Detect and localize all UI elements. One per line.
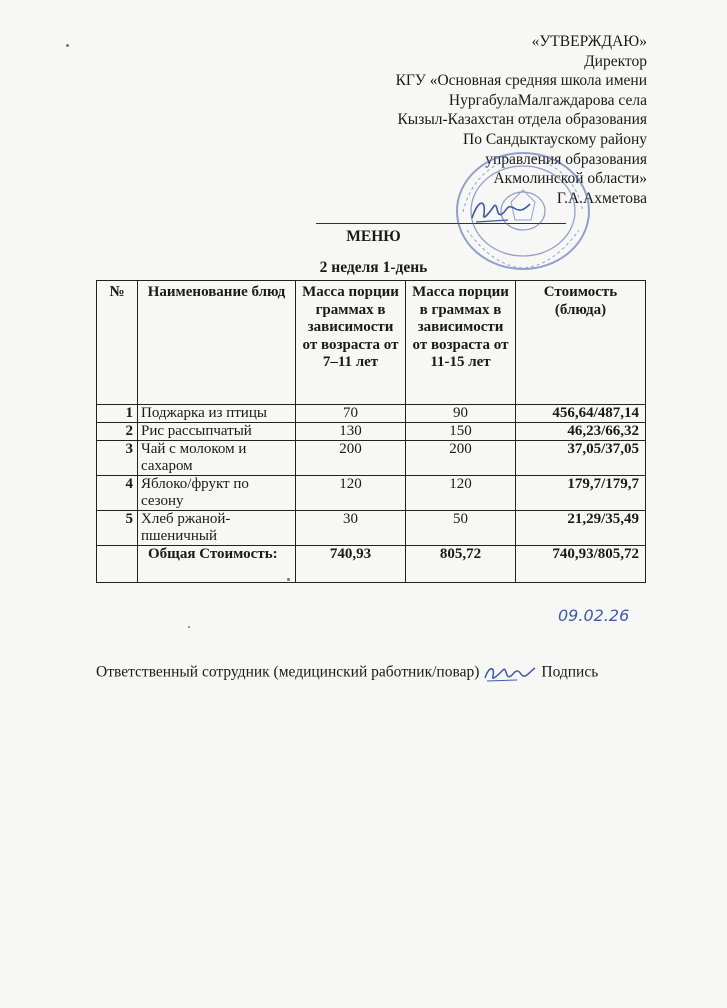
table-row: [97, 423, 646, 441]
page-title: МЕНЮ: [346, 228, 401, 245]
handwritten-date-text: 09.02.26: [558, 606, 630, 625]
mass-7-11: 130: [296, 423, 406, 441]
total-row: [97, 546, 646, 583]
dish-name: Хлеб ржаной-пшеничный: [138, 511, 296, 546]
row-number: 4: [97, 476, 138, 511]
column-header: Стоимость (блюда): [516, 281, 646, 405]
mass-11-15: 200: [406, 441, 516, 476]
cook-signature: [481, 662, 539, 684]
approval-line: Г.А.Ахметова: [556, 189, 647, 207]
total-label: Общая Стоимость:: [138, 546, 296, 583]
table-header-row: [97, 281, 646, 405]
dish-cost: 456,64/487,14: [516, 405, 646, 423]
dish-name: Яблоко/фрукт по сезону: [138, 476, 296, 511]
table-row: [97, 511, 646, 546]
row-number: 1: [97, 405, 138, 423]
dish-name: Чай с молоком и сахаром: [138, 441, 296, 476]
approval-line: НургабулаМалгаждарова села: [448, 91, 647, 109]
approval-line: КГУ «Основная средняя школа имени: [395, 72, 647, 90]
handwritten-date: [556, 604, 648, 626]
scan-speck: [188, 626, 190, 628]
mass-11-15: 50: [406, 511, 516, 546]
column-header: Масса порции в граммах в зависимости от возраста от 11-15 лет: [406, 281, 516, 405]
menu-table: [96, 280, 646, 583]
row-number: 3: [97, 441, 138, 476]
dish-cost: 21,29/35,49: [516, 511, 646, 546]
dish-cost: 37,05/37,05: [516, 441, 646, 476]
column-header: Наименование блюд: [138, 281, 296, 405]
table-row: [97, 405, 646, 423]
approval-line: Кызыл-Казахстан отдела образования: [397, 111, 647, 129]
approval-line: Директор: [584, 52, 647, 70]
mass-7-11: 120: [296, 476, 406, 511]
total-mass-11-15: 805,72: [406, 546, 516, 583]
approval-line: По Сандыктаускому району: [463, 130, 647, 148]
mass-11-15: 150: [406, 423, 516, 441]
dish-name: Поджарка из птицы: [138, 405, 296, 423]
responsible-label: Ответственный сотрудник (медицинский работник/повар): [96, 663, 480, 681]
approval-line: «УТВЕРЖДАЮ»: [531, 33, 647, 50]
signature-label: Подпись: [541, 663, 599, 681]
mass-11-15: 120: [406, 476, 516, 511]
mass-7-11: 200: [296, 441, 406, 476]
column-header: №: [97, 281, 138, 405]
total-mass-7-11: 740,93: [296, 546, 406, 583]
table-row: [97, 441, 646, 476]
row-number: 2: [97, 423, 138, 441]
mass-11-15: 90: [406, 405, 516, 423]
director-signature: [468, 192, 534, 228]
total-number-cell: [97, 546, 138, 583]
approval-line: управления образования: [485, 150, 647, 168]
scan-speck: [287, 578, 290, 581]
scan-speck: [66, 44, 69, 47]
dish-cost: 179,7/179,7: [516, 476, 646, 511]
mass-7-11: 70: [296, 405, 406, 423]
mass-7-11: 30: [296, 511, 406, 546]
total-cost: 740,93/805,72: [516, 546, 646, 583]
table-row: [97, 476, 646, 511]
dish-name: Рис рассыпчатый: [138, 423, 296, 441]
page-subtitle: 2 неделя 1-день: [319, 259, 428, 276]
column-header: Масса порции граммах в зависимости от возраста от 7–11 лет: [296, 281, 406, 405]
dish-cost: 46,23/66,32: [516, 423, 646, 441]
approval-line: Акмолинской области»: [493, 170, 647, 188]
footer-line: [96, 662, 598, 684]
row-number: 5: [97, 511, 138, 546]
